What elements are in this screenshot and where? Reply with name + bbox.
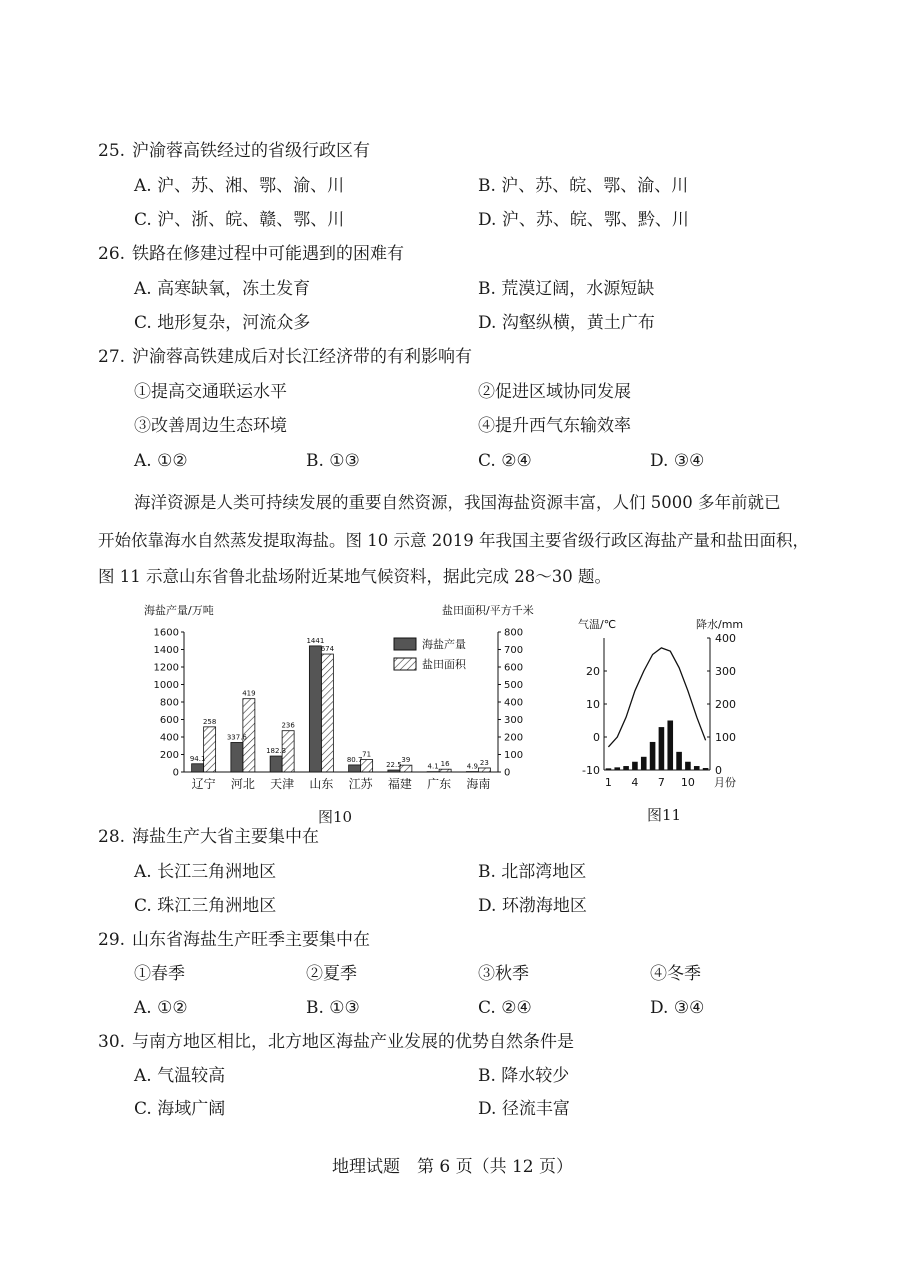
precip-bar-month-7 — [659, 727, 665, 770]
question-stem: 与南方地区相比，北方地区海盐产业发展的优势自然条件是 — [132, 1032, 574, 1052]
q30-option-b: B. 降水较少 — [478, 1066, 570, 1086]
q25-option-c: C. 沪、浙、皖、赣、鄂、川 — [134, 210, 345, 230]
q29-option-b: B. ①③ — [306, 998, 360, 1018]
question-number: 27. — [98, 347, 126, 367]
figure-10-caption: 图10 — [318, 808, 353, 826]
q29-item-4: ④冬季 — [650, 964, 701, 984]
bar-output-辽宁 — [192, 764, 204, 772]
data-label-area: 419 — [242, 689, 256, 698]
right-tick-label: 600 — [504, 662, 524, 674]
right-tick-label: 400 — [504, 697, 524, 709]
left-tick-label: 400 — [159, 732, 179, 744]
q29-item-1: ①春季 — [134, 964, 185, 984]
q30-option-c: C. 海域广阔 — [134, 1099, 226, 1119]
question-26 — [98, 243, 404, 265]
data-label-output: 94.1 — [189, 754, 206, 763]
precip-bar-month-11 — [694, 766, 700, 770]
category-label: 海南 — [466, 777, 491, 791]
right-tick-label: 800 — [504, 627, 524, 639]
precip-bar-month-10 — [685, 762, 691, 770]
question-number: 28. — [98, 827, 126, 847]
figure-11-caption: 图11 — [647, 806, 682, 824]
bar-area-海南 — [478, 768, 490, 772]
right-tick-label: 300 — [715, 665, 736, 678]
q27-item-1: ①提高交通联运水平 — [134, 382, 287, 402]
question-stem: 铁路在修建过程中可能遇到的困难有 — [132, 244, 404, 264]
question-29 — [98, 929, 370, 951]
data-label-output: 337.6 — [226, 733, 247, 742]
data-label-output: 1441 — [306, 636, 325, 645]
figure-10-chart — [130, 600, 570, 800]
legend-swatch-output — [394, 638, 416, 650]
q30-option-d: D. 径流丰富 — [478, 1099, 570, 1119]
q25-option-d: D. 沪、苏、皖、鄂、黔、川 — [478, 210, 689, 230]
precip-bar-month-5 — [641, 757, 647, 770]
left-axis-label: 海盐产量/万吨 — [144, 604, 214, 617]
page-footer: 地理试题 第 6 页（共 12 页） — [331, 1157, 574, 1177]
q29-item-3: ③秋季 — [478, 964, 529, 984]
legend-label-area: 盐田面积 — [422, 658, 466, 671]
precip-bar-month-2 — [614, 767, 620, 770]
data-label-area: 16 — [440, 760, 450, 769]
precip-bar-month-8 — [667, 721, 673, 771]
data-label-output: 80.7 — [346, 755, 363, 764]
right-axis-label: 降水/mm — [696, 618, 744, 631]
right-tick-label: 200 — [715, 698, 736, 711]
question-number: 26. — [98, 244, 126, 264]
category-label: 福建 — [387, 777, 412, 791]
precip-bar-month-12 — [703, 768, 709, 770]
q26-option-c: C. 地形复杂，河流众多 — [134, 313, 311, 333]
bar-output-河北 — [231, 742, 243, 772]
question-number: 30. — [98, 1032, 126, 1052]
left-tick-label: 0 — [593, 731, 600, 744]
question-number: 29. — [98, 930, 126, 950]
q28-option-d: D. 环渤海地区 — [478, 896, 587, 916]
right-axis-label: 盐田面积/平方千米 — [442, 604, 534, 617]
right-tick-label: 400 — [715, 632, 736, 645]
question-27 — [98, 346, 472, 368]
data-label-area: 23 — [479, 758, 489, 767]
q27-item-4: ④提升西气东输效率 — [478, 416, 631, 436]
q27-option-a: A. ①② — [134, 451, 188, 471]
bar-area-辽宁 — [204, 727, 216, 772]
passage-line-1: 海洋资源是人类可持续发展的重要自然资源，我国海盐资源丰富，人们 5000 多年前就已 — [134, 493, 781, 512]
bar-output-天津 — [270, 756, 282, 772]
question-number: 25. — [98, 141, 126, 161]
precip-bar-month-4 — [632, 762, 638, 770]
q25-option-a: A. 沪、苏、湘、鄂、渝、川 — [134, 176, 345, 196]
precip-bar-month-1 — [606, 768, 612, 770]
right-tick-label: 100 — [504, 750, 524, 761]
precip-bar-month-3 — [623, 766, 629, 770]
figure-11-chart — [578, 612, 758, 797]
category-label: 辽宁 — [191, 777, 216, 791]
q27-item-2: ②促进区域协同发展 — [478, 382, 631, 402]
q28-option-c: C. 珠江三角洲地区 — [134, 896, 277, 916]
q27-option-b: B. ①③ — [306, 451, 360, 471]
data-label-area: 39 — [401, 756, 411, 765]
question-28 — [98, 826, 319, 848]
right-tick-label: 700 — [504, 645, 524, 656]
passage-line-3: 图 11 示意山东省鲁北盐场附近某地气候资料，据此完成 28～30 题。 — [98, 567, 611, 586]
bar-area-江苏 — [361, 760, 373, 772]
data-label-area: 258 — [202, 717, 217, 726]
bar-output-江苏 — [349, 765, 361, 772]
q27-option-c: C. ②④ — [478, 451, 532, 471]
right-tick-label: 0 — [504, 767, 511, 779]
left-tick-label: 10 — [586, 698, 600, 711]
bar-output-山东 — [309, 646, 321, 772]
right-tick-label: 100 — [715, 731, 736, 744]
q29-item-2: ②夏季 — [306, 964, 357, 984]
q26-option-b: B. 荒漠辽阔，水源短缺 — [478, 279, 655, 299]
left-tick-label: 0 — [172, 767, 179, 779]
data-label-output: 22.5 — [386, 761, 402, 770]
x-tick-label: 10 — [680, 776, 695, 789]
bar-area-广东 — [439, 769, 451, 772]
question-stem: 沪渝蓉高铁经过的省级行政区有 — [132, 141, 370, 161]
q25-option-b: B. 沪、苏、皖、鄂、渝、川 — [478, 176, 689, 196]
data-label-area: 71 — [362, 750, 372, 759]
q30-option-a: A. 气温较高 — [134, 1066, 226, 1086]
q29-option-c: C. ②④ — [478, 998, 532, 1018]
right-tick-label: 0 — [715, 764, 722, 777]
left-axis-label: 气温/℃ — [578, 618, 617, 631]
q28-option-b: B. 北部湾地区 — [478, 862, 587, 882]
question-25 — [98, 140, 370, 162]
q27-option-d: D. ③④ — [650, 451, 705, 471]
x-tick-label: 1 — [604, 776, 612, 789]
data-label-area: 674 — [320, 645, 335, 654]
left-tick-label: -10 — [582, 764, 600, 777]
x-axis-label: 月份 — [714, 776, 736, 789]
data-label-output: 4.9 — [466, 762, 478, 771]
legend-label-output: 海盐产量 — [422, 638, 466, 651]
left-tick-label: 20 — [586, 665, 600, 678]
question-30 — [98, 1031, 574, 1053]
passage-line-2: 开始依靠海水自然蒸发提取海盐。图 10 示意 2019 年我国主要省级行政区海盐产量和盐田面积， — [98, 531, 809, 550]
x-tick-label: 4 — [631, 776, 639, 789]
left-tick-label: 200 — [159, 750, 179, 761]
q29-option-a: A. ①② — [134, 998, 188, 1018]
category-label: 江苏 — [348, 777, 373, 791]
data-label-output: 4.1 — [427, 762, 439, 771]
left-tick-label: 1600 — [153, 627, 179, 639]
right-tick-label: 500 — [504, 680, 524, 691]
right-tick-label: 200 — [504, 732, 524, 744]
bar-area-山东 — [321, 654, 333, 772]
bar-area-福建 — [400, 765, 412, 772]
category-label: 山东 — [309, 777, 334, 791]
category-label: 河北 — [230, 777, 255, 791]
category-label: 广东 — [427, 777, 452, 791]
left-tick-label: 800 — [159, 697, 179, 709]
q28-option-a: A. 长江三角洲地区 — [134, 862, 277, 882]
q26-option-a: A. 高寒缺氧，冻土发育 — [134, 279, 311, 299]
question-stem: 沪渝蓉高铁建成后对长江经济带的有利影响有 — [132, 347, 472, 367]
temperature-line — [608, 648, 705, 747]
question-stem: 山东省海盐生产旺季主要集中在 — [132, 930, 370, 950]
x-tick-label: 7 — [657, 776, 665, 789]
right-tick-label: 300 — [504, 715, 524, 726]
left-tick-label: 600 — [159, 715, 179, 726]
data-label-output: 182.3 — [266, 747, 287, 756]
q29-option-d: D. ③④ — [650, 998, 705, 1018]
bar-output-福建 — [388, 770, 400, 772]
q26-option-d: D. 沟壑纵横，黄土广布 — [478, 313, 655, 333]
question-stem: 海盐生产大省主要集中在 — [132, 827, 319, 847]
precip-bar-month-9 — [676, 752, 682, 770]
precip-bar-month-6 — [650, 742, 656, 770]
legend-swatch-area — [394, 658, 416, 670]
q27-item-3: ③改善周边生态环境 — [134, 416, 287, 436]
left-tick-label: 1200 — [153, 662, 179, 674]
data-label-area: 236 — [281, 721, 295, 730]
left-tick-label: 1000 — [153, 680, 179, 691]
category-label: 天津 — [270, 777, 295, 791]
left-tick-label: 1400 — [153, 645, 179, 656]
